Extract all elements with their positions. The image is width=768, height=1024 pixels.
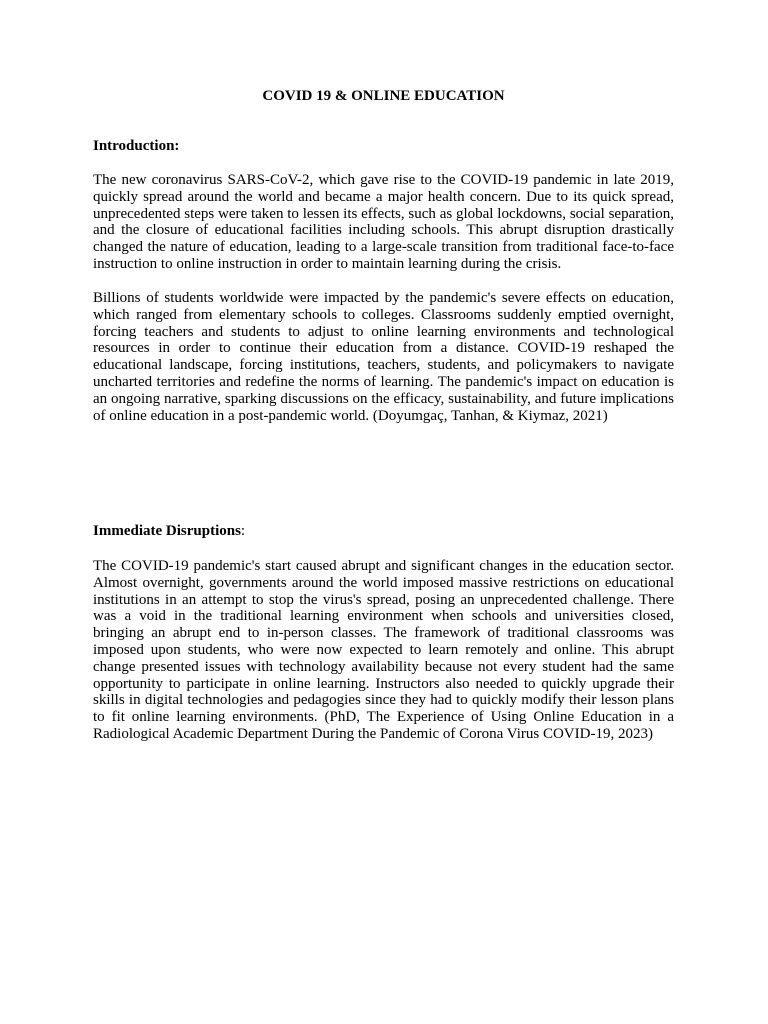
paragraph-introduction-1: The new coronavirus SARS-CoV-2, which gave rise to the COVID-19 pandemic in late 2019, quickly spread around the world and became a major health concern. Due to its quick spread, unprecedented steps were taken to lessen its effects, such as global lockdowns, social separation, and the closure of educational facilities including schools. This abrupt disruption drastically changed the nature of education, leading to a large-scale transition from traditional face-to-face instruction to online instruction in order to maintain learning during the crisis. [93, 172, 674, 272]
section-heading-immediate-disruptions-text: Immediate Disruptions [93, 523, 241, 539]
document-title: COVID 19 & ONLINE EDUCATION [262, 88, 505, 104]
section-heading-introduction-text: Introduction: [93, 138, 180, 154]
section-heading-introduction [93, 136, 179, 156]
paragraph-immediate-disruptions-1: The COVID-19 pandemic's start caused abrupt and significant changes in the education sector. Almost overnight, governments around the world imposed massive restrictions on educational institutions in an attempt to stop the virus's spread, posing an unprecedented challenge. There was a void in the traditional learning environment when schools and universities closed, bringing an abrupt end to in-person classes. The framework of traditional classrooms was imposed upon students, who were now expected to learn remotely and online. This abrupt change presented issues with technology availability because not every student had the same opportunity to participate in online learning. Instructors also needed to quickly upgrade their skills in digital technologies and pedagogies since they had to quickly modify their lesson plans to fit online learning environments. (PhD, The Experience of Using Online Education in a Radiological Academic Department During the Pandemic of Corona Virus COVID-19, 2023) [93, 558, 674, 742]
section-heading-immediate-disruptions [93, 521, 245, 541]
paragraph-introduction-2: Billions of students worldwide were impacted by the pandemic's severe effects on education, which ranged from elementary schools to colleges. Classrooms suddenly emptied overnight, forcing teachers and students to adjust to online learning environments and technological resources in order to continue their education from a distance. COVID-19 reshaped the educational landscape, forcing institutions, teachers, students, and policymakers to navigate uncharted territories and redefine the norms of learning. The pandemic's impact on education is an ongoing narrative, sparking discussions on the efficacy, sustainability, and future implications of online education in a post-pandemic world. (Doyumgaç, Tanhan, & Kiymaz, 2021) [93, 290, 674, 424]
section-heading-immediate-disruptions-suffix: : [240, 523, 246, 539]
